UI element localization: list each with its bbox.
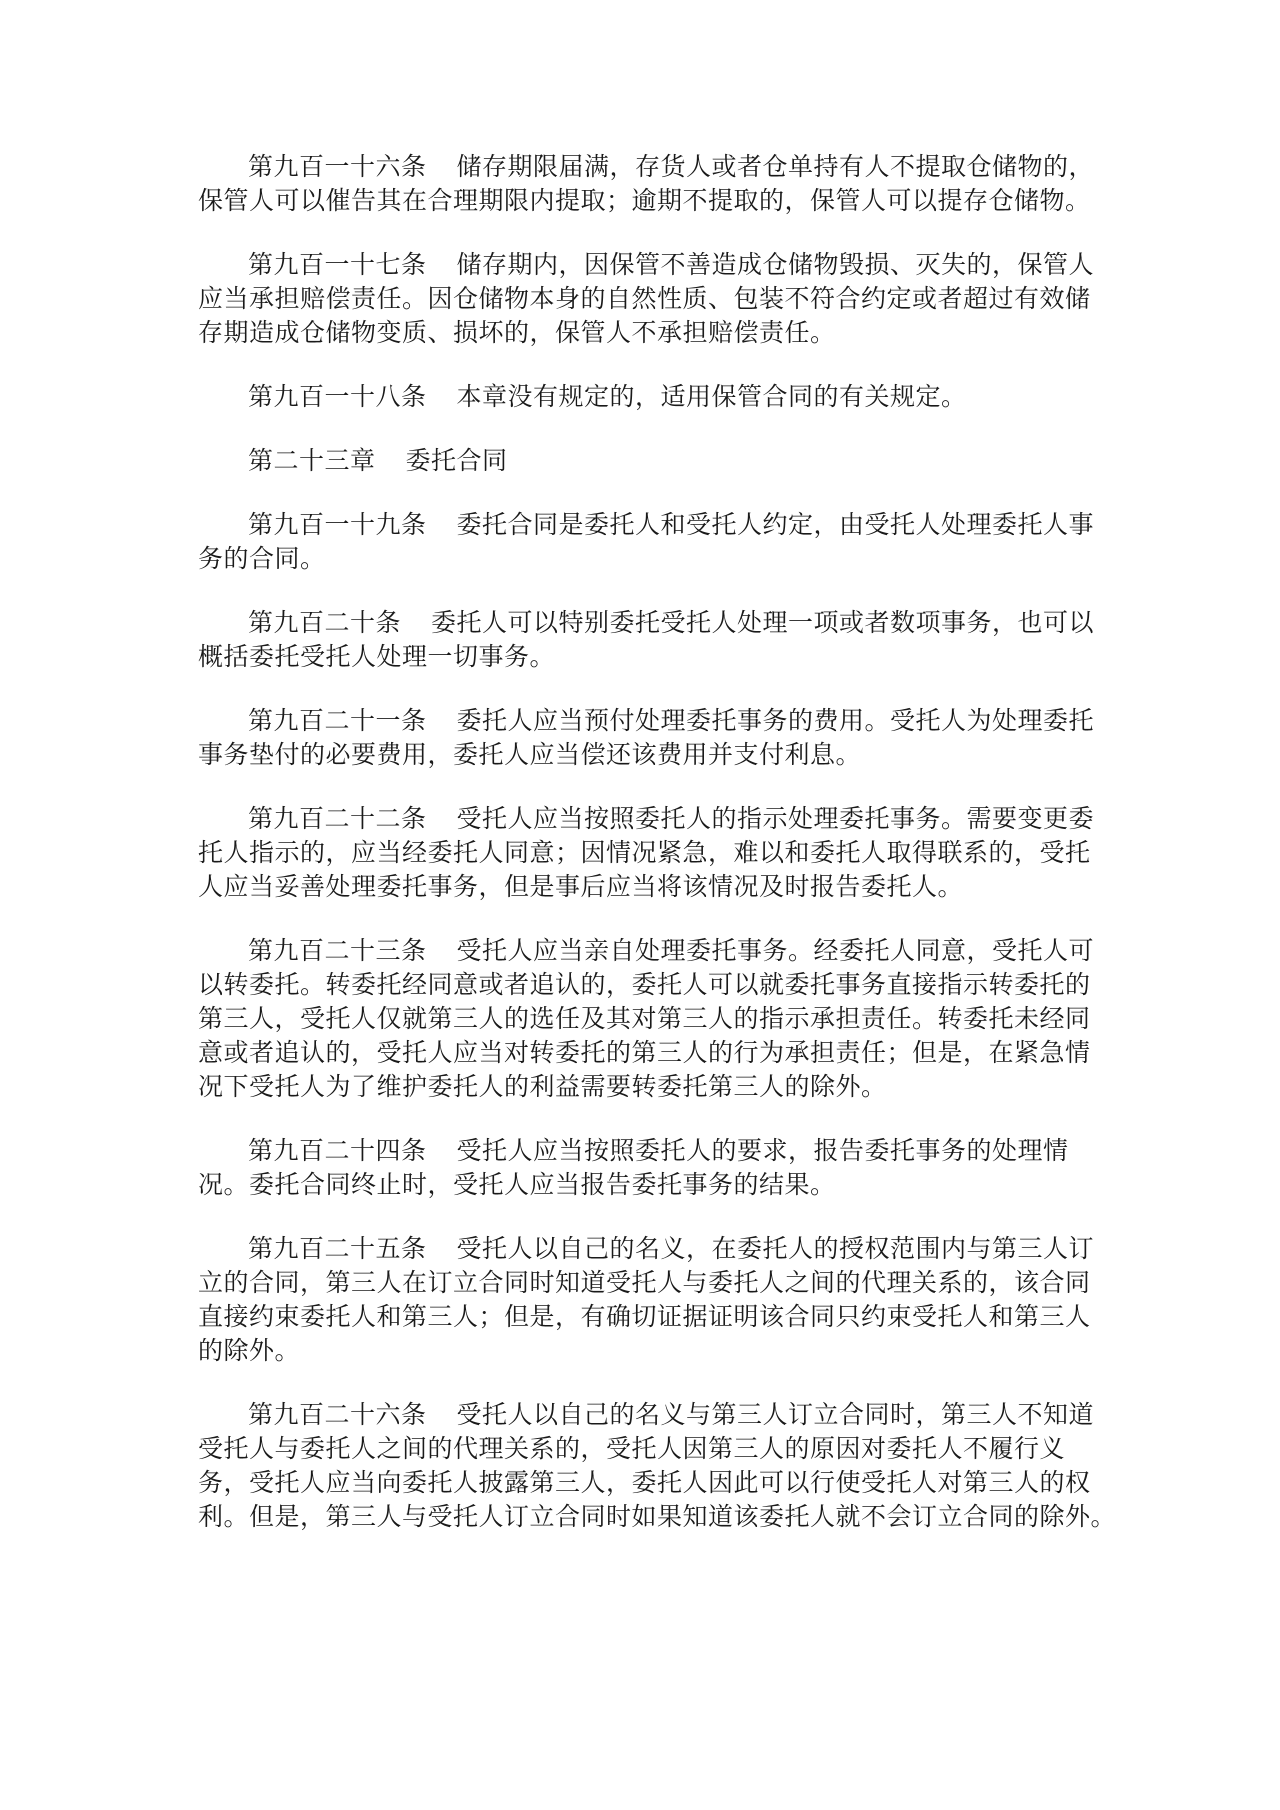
article-text-line: 的除外。 [198, 1336, 301, 1365]
article-text-line: 人应当妥善处理委托事务，但是事后应当将该情况及时报告委托人。 [198, 872, 964, 901]
article-text-line: 利。但是，第三人与受托人订立合同时如果知道该委托人就不会订立合同的除外。 [198, 1502, 1117, 1531]
article-text-line: 受托人以自己的名义与第三人订立合同时，第三人不知道 [456, 1400, 1095, 1429]
article-text-line: 委托人可以特别委托受托人处理一项或者数项事务，也可以 [431, 608, 1095, 637]
article-text-line: 委托合同是委托人和受托人约定，由受托人处理委托人事 [456, 510, 1095, 539]
chapter-23-heading [198, 444, 1084, 478]
article-text-line: 委托人应当预付处理委托事务的费用。受托人为处理委托 [456, 706, 1095, 735]
article-text-line: 保管人可以催告其在合理期限内提取；逾期不提取的，保管人可以提存仓储物。 [198, 186, 1091, 215]
article-918 [198, 380, 1084, 414]
article-label: 第九百二十六条 [248, 1400, 427, 1429]
article-text-line: 直接约束委托人和第三人；但是，有确切证据证明该合同只约束受托人和第三人 [198, 1302, 1091, 1331]
article-text-line: 存期造成仓储物变质、损坏的，保管人不承担赔偿责任。 [198, 318, 836, 347]
article-label: 第九百一十八条 [248, 382, 427, 411]
article-text-line: 况。委托合同终止时，受托人应当报告委托事务的结果。 [198, 1170, 836, 1199]
article-text-line: 况下受托人为了维护委托人的利益需要转委托第三人的除外。 [198, 1072, 887, 1101]
article-923 [198, 934, 1095, 1104]
article-text-line: 受托人以自己的名义，在委托人的授权范围内与第三人订 [456, 1234, 1095, 1263]
article-text-line: 储存期内，因保管不善造成仓储物毁损、灭失的，保管人 [456, 250, 1095, 279]
article-label: 第九百二十三条 [248, 936, 427, 965]
article-924 [198, 1134, 1084, 1202]
article-text-line: 受托人应当按照委托人的指示处理委托事务。需要变更委 [456, 804, 1095, 833]
chapter-title: 委托合同 [405, 446, 508, 475]
article-920 [198, 606, 1095, 674]
article-label: 第九百二十二条 [248, 804, 427, 833]
article-text-line: 意或者追认的，受托人应当对转委托的第三人的行为承担责任；但是，在紧急情 [198, 1038, 1091, 1067]
article-text-line: 受托人应当按照委托人的要求，报告委托事务的处理情 [456, 1136, 1069, 1165]
article-text-line: 务，受托人应当向委托人披露第三人，委托人因此可以行使受托人对第三人的权 [198, 1468, 1091, 1497]
article-text-line: 立的合同，第三人在订立合同时知道受托人与委托人之间的代理关系的，该合同 [198, 1268, 1091, 1297]
article-text-line: 概括委托受托人处理一切事务。 [198, 642, 556, 671]
article-text-line: 应当承担赔偿责任。因仓储物本身的自然性质、包装不符合约定或者超过有效储 [198, 284, 1091, 313]
article-label: 第九百二十五条 [248, 1234, 427, 1263]
article-text-line: 受托人与委托人之间的代理关系的，受托人因第三人的原因对委托人不履行义 [198, 1434, 1066, 1463]
article-919 [198, 508, 1095, 576]
article-922 [198, 802, 1095, 904]
article-text-line: 本章没有规定的，适用保管合同的有关规定。 [456, 382, 967, 411]
article-label: 第九百一十七条 [248, 250, 427, 279]
article-926 [198, 1398, 1117, 1534]
article-925 [198, 1232, 1095, 1368]
article-916 [198, 150, 1095, 218]
document-page [198, 150, 1117, 1564]
article-text-line: 托人指示的，应当经委托人同意；因情况紧急，难以和委托人取得联系的，受托 [198, 838, 1091, 867]
article-text-line: 储存期限届满，存货人或者仓单持有人不提取仓储物的， [456, 152, 1095, 181]
chapter-label: 第二十三章 [248, 446, 376, 475]
article-label: 第九百一十九条 [248, 510, 427, 539]
article-text-line: 以转委托。转委托经同意或者追认的，委托人可以就委托事务直接指示转委托的 [198, 970, 1091, 999]
article-text-line: 务的合同。 [198, 544, 326, 573]
article-917 [198, 248, 1095, 350]
article-label: 第九百二十四条 [248, 1136, 427, 1165]
article-921 [198, 704, 1095, 772]
article-label: 第九百一十六条 [248, 152, 427, 181]
article-text-line: 受托人应当亲自处理委托事务。经委托人同意，受托人可 [456, 936, 1095, 965]
article-label: 第九百二十一条 [248, 706, 427, 735]
article-text-line: 第三人，受托人仅就第三人的选任及其对第三人的指示承担责任。转委托未经同 [198, 1004, 1091, 1033]
article-label: 第九百二十条 [248, 608, 402, 637]
article-text-line: 事务垫付的必要费用，委托人应当偿还该费用并支付利息。 [198, 740, 862, 769]
